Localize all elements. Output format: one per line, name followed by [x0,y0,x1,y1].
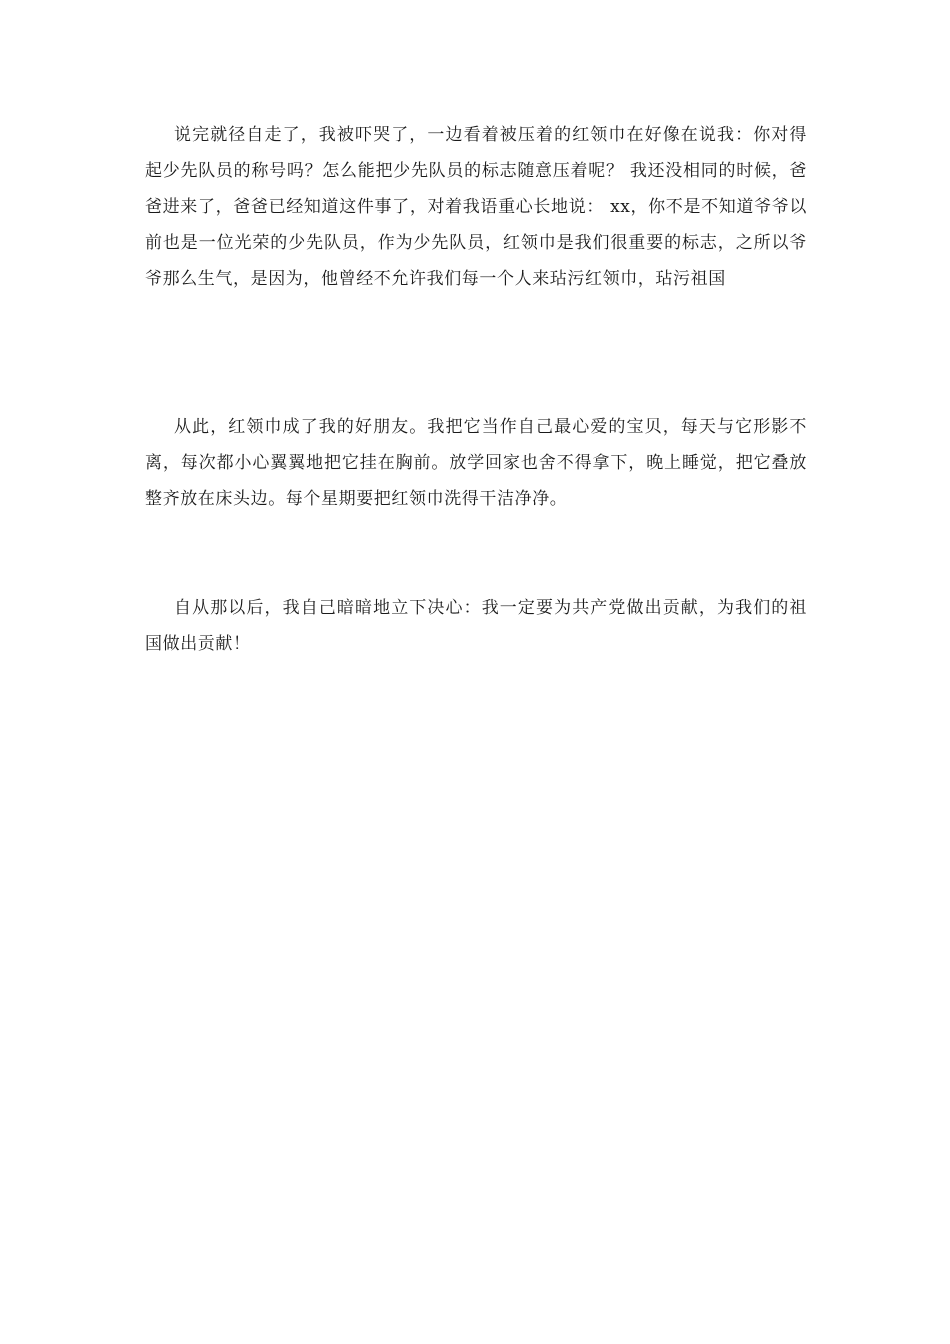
paragraph-2: 从此，红领巾成了我的好朋友。我把它当作自己最心爱的宝贝，每天与它形影不离，每次都小心翼翼地把它挂在胸前。放学回家也舍不得拿下，晚上睡觉，把它叠放整齐放在床头边。每个星期要把红领巾洗得干洁净净。 [145,417,807,509]
paragraph-1: 说完就径自走了，我被吓哭了，一边看着被压着的红领巾在好像在说我：你对得起少先队员的称号吗？怎么能把少先队员的标志随意压着呢？ 我还没相同的时候，爸爸进来了，爸爸已经知道这件事了，对着我语重心长地说： xx，你不是不知道爷爷以前也是一位光荣的少先队员，作为少先队员，红领巾是我们很重要的标志，之所以爷爷那么生气，是因为，他曾经不允许我们每一个人来玷污红领巾，玷污祖国 [145,125,807,289]
paragraph-3: 自从那以后，我自己暗暗地立下决心：我一定要为共产党做出贡献，为我们的祖国做出贡献！ [145,598,807,654]
